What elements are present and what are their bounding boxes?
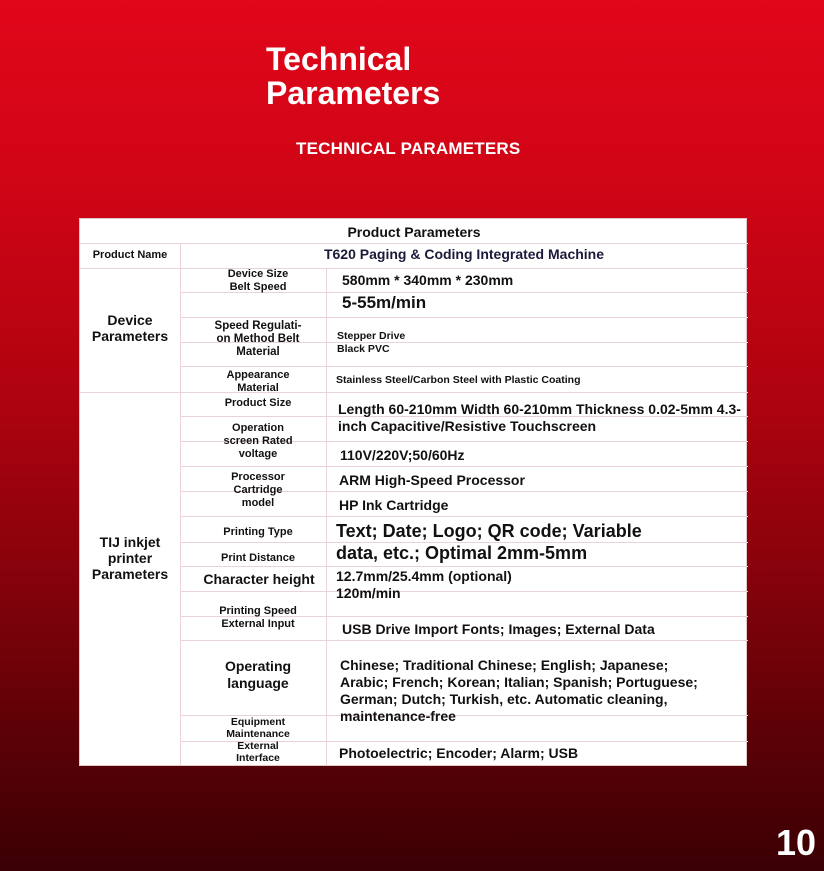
label-character-height: Character height [203,571,315,587]
label-line: Interface [236,752,280,764]
parameters-table [79,218,747,766]
label-appearance-material [180,369,336,395]
label-line: voltage [238,448,278,460]
value-appearance-material: Stainless Steel/Carbon Steel with Plastic Coating [336,374,581,386]
label-line: Operation [232,422,284,434]
page-title-line-1: Technical [266,41,412,77]
table-divider [180,640,748,641]
value-line: Text; Date; Logo; QR code; Variable [336,521,642,541]
value-line: 120m/min [336,585,401,601]
label-processor [180,471,336,510]
label-line: External [237,740,279,752]
label-line: Material [236,346,280,358]
label-print-distance: Print Distance [221,552,295,564]
table-heading: Product Parameters [347,224,481,240]
label-line: Printing Speed [219,605,297,617]
page-title [266,42,586,110]
label-line: Speed Regulati- [214,320,302,332]
group-line: Device [107,312,153,328]
value-device-size: 580mm * 340mm * 230mm [342,272,514,288]
label-line: Maintenance [226,728,290,740]
label-line: Operating [224,658,292,674]
device-parameters-group [80,312,180,344]
label-line: model [241,497,275,509]
label-line: screen Rated [223,435,293,447]
value-character-height [336,568,512,602]
table-divider [180,317,748,318]
value-line: 12.7mm/25.4mm (optional) [336,568,512,584]
value-line: Arabic; French; Korean; Italian; Spanish; Portuguese; [340,674,698,690]
label-line: Appearance [226,369,290,381]
table-divider [180,566,748,567]
value-line: Stepper Drive [337,330,406,342]
label-operating-language [180,658,336,692]
value-line: Length 60-210mm Width 60-210mm Thickness 0.02-5mm 4.3- [338,401,741,417]
label-line: Cartridge [233,484,283,496]
label-device-size [180,268,336,294]
label-line: Belt Speed [229,281,287,293]
value-line: inch Capacitive/Resistive Touchscreen [338,418,597,434]
label-line: Processor [231,471,285,483]
value-operating-language [340,657,698,725]
label-line: Device Size [227,268,289,280]
product-name-label: Product Name [92,249,168,261]
page-number: 10 [776,822,817,863]
label-operation-screen [180,422,336,461]
label-printing-speed [180,605,336,631]
tij-printer-parameters-group [80,534,180,582]
value-belt-speed: 5-55m/min [342,293,427,312]
value-line: maintenance-free [340,708,456,724]
label-line: Equipment [230,716,286,728]
label-line: Material [237,382,279,394]
label-product-size: Product Size [224,397,292,409]
label-line: External Input [221,618,295,630]
value-product-size [338,401,741,435]
value-line: German; Dutch; Turkish, etc. Automatic cleaning, [340,691,668,707]
label-equipment-maintenance [180,716,336,764]
group-line: Parameters [91,566,169,582]
group-line: Parameters [91,328,169,344]
value-line: Chinese; Traditional Chinese; English; Japanese; [340,657,669,673]
page-title-line-2: Parameters [266,75,441,111]
table-divider [180,466,748,467]
product-name-value: T620 Paging & Coding Integrated Machine [323,246,605,262]
label-line: on Method Belt [216,333,300,345]
label-printing-type: Printing Type [223,526,293,538]
value-voltage: 110V/220V;50/60Hz [340,447,465,463]
value-external-input: USB Drive Import Fonts; Images; External Data [342,621,655,637]
table-divider [180,516,748,517]
value-processor: ARM High-Speed Processor [339,472,525,488]
label-speed-regulation [180,320,336,359]
value-interface: Photoelectric; Encoder; Alarm; USB [339,745,579,761]
value-stepper-drive [337,330,405,356]
table-divider [180,366,748,367]
label-line: language [227,675,289,691]
group-line: TIJ inkjet [99,534,161,550]
page-subtitle: TECHNICAL PARAMETERS [296,139,521,158]
value-line: Black PVC [337,343,390,355]
value-printing-type [336,520,642,564]
group-line: printer [107,550,153,566]
value-cartridge: HP Ink Cartridge [339,497,449,513]
value-line: data, etc.; Optimal 2mm-5mm [336,543,588,563]
